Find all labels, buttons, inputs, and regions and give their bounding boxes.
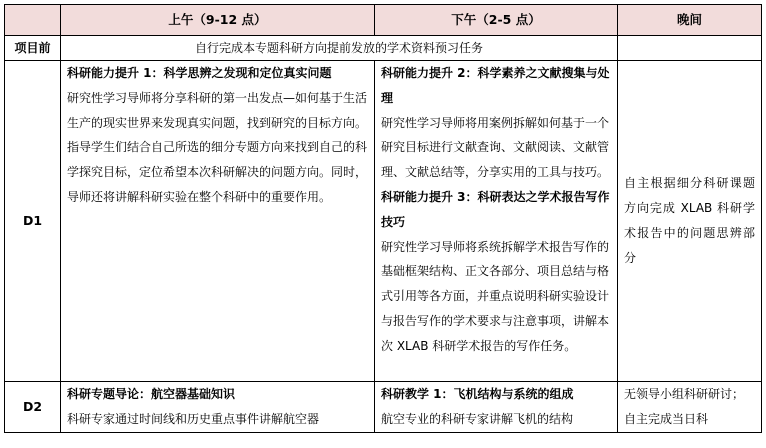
d2-afternoon-title: 科研教学 1：飞机结构与系统的组成 xyxy=(381,387,574,401)
header-day-cell xyxy=(5,5,61,36)
d1-afternoon-title-2: 科研能力提升 3：科研表达之学术报告写作技巧 xyxy=(381,189,610,229)
d2-afternoon xyxy=(375,382,618,433)
pre-project-evening xyxy=(618,36,762,61)
d1-afternoon-body-1: 研究性学习导师将用案例拆解如何基于一个研究目标进行文献查询、文献阅读、文献管理、文献总结等，分享实用的工具与技巧。 xyxy=(381,115,610,180)
d1-afternoon-body-2: 研究性学习导师将系统拆解学术报告写作的基础框架结构、正文各部分、项目总结与格式引用等各方面，并重点说明科研实验设计与报告写作的学术要求与注意事项，讲解本次 XLAB 科研学术报告的写作任务。 xyxy=(381,239,610,353)
d1-morning-body: 研究性学习导师将分享科研的第一出发点—如何基于生活生产的现实世界来发现真实问题，找到研究的目标方向。指导学生们结合自己所选的细分专题方向来找到自己的科学探究目标，定位希望本次科研解决的问题方向。同时，导师还将讲解科研实验在整个科研中的重要作用。 xyxy=(67,90,368,204)
d1-afternoon xyxy=(375,61,618,382)
d1-row xyxy=(5,61,762,382)
d2-morning-title: 科研专题导论：航空器基础知识 xyxy=(67,387,236,401)
pre-project-row xyxy=(5,36,762,61)
pre-project-label: 项目前 xyxy=(5,36,61,61)
schedule-table xyxy=(4,4,762,433)
d2-label: D2 xyxy=(5,382,61,433)
pre-project-text: 自行完成本专题科研方向提前发放的学术资料预习任务 xyxy=(61,36,618,61)
header-afternoon: 下午（2-5 点） xyxy=(375,5,618,36)
header-row xyxy=(5,5,762,36)
header-evening: 晚间 xyxy=(618,5,762,36)
d1-morning-title: 科研能力提升 1：科学思辨之发现和定位真实问题 xyxy=(67,66,332,80)
d2-morning xyxy=(61,382,375,433)
d2-evening xyxy=(618,382,762,433)
d1-morning xyxy=(61,61,375,382)
d2-row xyxy=(5,382,762,433)
d2-evening-text: 无领导小组科研研讨；自主完成当日科 xyxy=(624,387,745,426)
d1-afternoon-title-1: 科研能力提升 2：科学素养之文献搜集与处理 xyxy=(381,66,610,105)
d2-afternoon-body: 航空专业的科研专家讲解飞机的结构 xyxy=(381,411,574,426)
d2-morning-body: 科研专家通过时间线和历史重点事件讲解航空器 xyxy=(67,411,320,426)
d1-label: D1 xyxy=(5,61,61,382)
d1-evening: 自主根据细分科研课题方向完成 XLAB 科研学术报告中的问题思辨部分 xyxy=(618,61,762,382)
header-morning: 上午（9-12 点） xyxy=(61,5,375,36)
